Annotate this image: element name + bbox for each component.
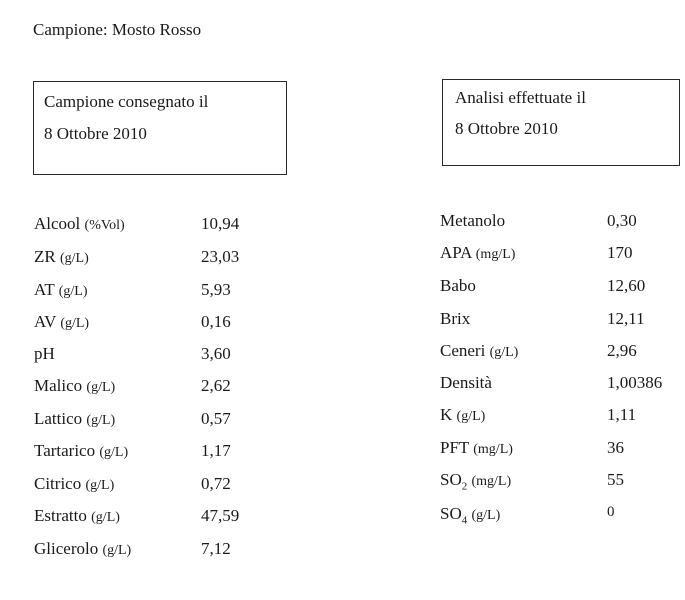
param-row-brix (440, 309, 685, 333)
param-unit: (%Vol) (84, 218, 125, 233)
delivery-label: Campione consegnato il (44, 92, 209, 111)
param-unit: (g/L) (489, 345, 519, 360)
sample-title: Campione: Mosto Rosso (33, 20, 202, 39)
param-value: 47,59 (201, 506, 240, 525)
param-row-av (34, 312, 294, 336)
param-row-estratto (34, 506, 294, 530)
param-name: Malico (g/L) (34, 376, 116, 395)
param-value: 12,60 (607, 276, 646, 295)
param-name: AT (g/L) (34, 280, 88, 299)
param-name: AV (g/L) (34, 312, 90, 331)
param-unit: (g/L) (471, 508, 501, 523)
param-unit: (g/L) (99, 445, 129, 460)
param-name: Citrico (g/L) (34, 474, 115, 493)
param-unit: (mg/L) (475, 247, 516, 262)
param-value: 1,11 (607, 405, 637, 424)
param-name: pH (34, 344, 55, 363)
param-unit: (g/L) (456, 409, 486, 424)
param-row-ph (34, 344, 294, 368)
param-row-glicerolo (34, 539, 294, 563)
param-row-lattico (34, 409, 294, 433)
param-unit: (g/L) (59, 251, 89, 266)
param-unit: (mg/L) (473, 442, 513, 457)
param-row-babo (440, 276, 685, 300)
param-name: Ceneri (g/L) (440, 341, 519, 360)
param-unit: (g/L) (60, 316, 90, 331)
param-value: 1,00386 (607, 373, 663, 392)
param-row-so4 (440, 504, 685, 528)
param-unit: (g/L) (85, 478, 115, 493)
param-row-pft (440, 438, 685, 462)
analysis-date-box (442, 79, 680, 166)
param-value: 2,62 (201, 376, 231, 395)
param-name: Alcool (%Vol) (34, 214, 125, 233)
param-unit: (g/L) (58, 284, 88, 299)
delivery-date-box (33, 81, 287, 175)
param-name: PFT (mg/L) (440, 438, 513, 457)
subscript: 2 (461, 480, 468, 493)
param-name: Estratto (g/L) (34, 506, 120, 525)
param-name: K (g/L) (440, 405, 486, 424)
param-row-at (34, 280, 294, 304)
param-unit: (g/L) (91, 510, 120, 525)
param-name: Glicerolo (g/L) (34, 539, 132, 558)
param-value: 10,94 (201, 214, 240, 233)
param-name: ZR (g/L) (34, 247, 89, 266)
param-value: 0 (607, 504, 615, 520)
param-value: 1,17 (201, 441, 231, 460)
param-row-apa (440, 243, 685, 267)
param-row-zr (34, 247, 294, 271)
param-name: Densità (440, 373, 492, 392)
param-value: 12,11 (607, 309, 645, 328)
param-row-ceneri (440, 341, 685, 365)
param-value: 5,93 (201, 280, 231, 299)
param-value: 0,16 (201, 312, 231, 331)
delivery-date: 8 Ottobre 2010 (44, 124, 147, 143)
param-value: 23,03 (201, 247, 240, 266)
param-unit: (g/L) (86, 413, 116, 428)
param-row-citrico (34, 474, 294, 498)
param-value: 55 (607, 470, 624, 489)
param-name: $SO_4$ (g/L) (440, 504, 501, 527)
param-unit: (g/L) (102, 543, 132, 558)
param-name: Brix (440, 309, 471, 328)
param-row-so2 (440, 470, 685, 494)
param-value: 7,12 (201, 539, 231, 558)
param-value: 0,57 (201, 409, 231, 428)
analysis-date: 8 Ottobre 2010 (455, 119, 558, 138)
param-name: Babo (440, 276, 476, 295)
param-row-metanolo (440, 211, 685, 235)
subscript: 4 (461, 514, 468, 527)
param-name: Tartarico (g/L) (34, 441, 129, 460)
param-name: Lattico (g/L) (34, 409, 116, 428)
param-unit: (mg/L) (471, 474, 512, 489)
param-name: Metanolo (440, 211, 506, 230)
param-value: 2,96 (607, 341, 637, 360)
param-row-k (440, 405, 685, 429)
param-value: 170 (607, 243, 633, 262)
param-name: APA (mg/L) (440, 243, 516, 262)
param-value: 36 (607, 438, 624, 457)
param-name: $SO_2$ (mg/L) (440, 470, 512, 493)
param-row-malico (34, 376, 294, 400)
param-row-densita (440, 373, 685, 397)
param-row-tartarico (34, 441, 294, 465)
param-unit: (g/L) (86, 380, 116, 395)
param-row-alcool (34, 214, 294, 238)
param-value: 3,60 (201, 344, 231, 363)
analysis-label: Analisi effettuate il (455, 88, 586, 107)
param-value: 0,30 (607, 211, 637, 230)
param-value: 0,72 (201, 474, 231, 493)
